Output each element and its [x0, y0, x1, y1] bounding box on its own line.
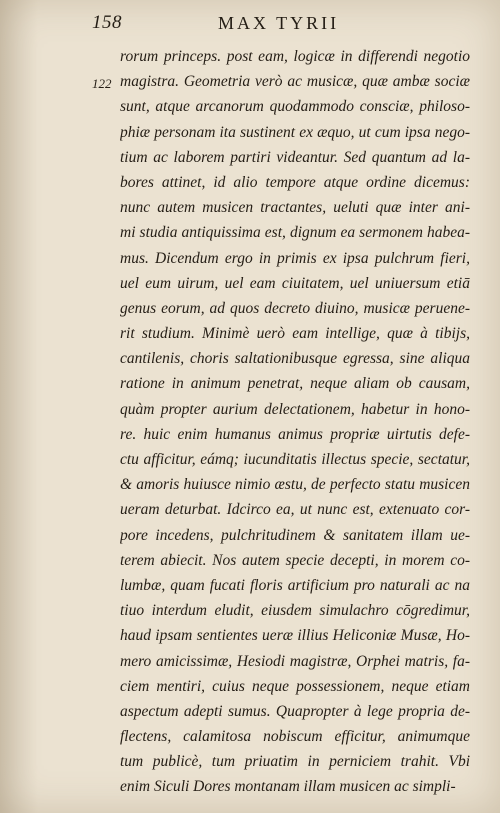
- running-head: MAX TYRII: [218, 13, 340, 33]
- text-line: & amoris huiusce nimio æstu, de perfecto statu musicen: [120, 476, 470, 494]
- text-line: rit studium. Minimè uerò eam intellige, quæ à tibijs,: [120, 325, 470, 343]
- text-line: tum publicè, tum priuatim in perniciem trahit. Vbi: [120, 753, 470, 771]
- text-line: mi studia antiquissima est, dignum ea sermonem habea-: [120, 224, 470, 242]
- text-line: quàm propter aurium delectationem, habetur in hono-: [120, 400, 470, 418]
- text-line: ctu afficitur, eámq; iucunditatis illectus specie, sectatur,: [120, 451, 470, 468]
- text-line: magistra. Geometria verò ac musicæ, quæ ambæ sociæ: [120, 73, 470, 91]
- page-number: 158: [92, 12, 122, 33]
- text-line: terem abiecit. Nos autem specie decepti, in morem co-: [120, 551, 470, 569]
- text-line: ratione in animum penetrat, neque aliam ob causam,: [120, 375, 470, 393]
- text-line: flectens, calamitosa nobiscum efficitur, animumque: [120, 728, 470, 746]
- text-line: haud ipsam sentientes ueræ illius Heliconiæ Musæ, Ho-: [120, 627, 470, 645]
- text-line: pore incedens, pulchritudinem & sanitatem illam ue-: [120, 526, 470, 544]
- text-line: rorum princeps. post eam, logicæ in differendi negotio: [120, 48, 470, 65]
- text-line: mus. Dicendum ergo in primis ex ipsa pulchrum fieri,: [120, 249, 470, 267]
- text-line: mero amicissimæ, Hesiodi magistræ, Orphei matris, fa-: [120, 652, 470, 670]
- text-line: phiæ personam ita sustinent ex æquo, ut cum ipsa nego-: [120, 123, 470, 141]
- text-line: sunt, atque arcanorum quodammodo consciæ, philoso-: [120, 98, 470, 116]
- text-line: bores attinet, id alio tempore atque ordine dicemus:: [120, 173, 470, 191]
- text-line: cantilenis, choris saltationibusque egressa, sine aliqua: [120, 350, 470, 368]
- text-line: aspectum adepti sumus. Quapropter à lege propria de-: [120, 702, 470, 720]
- text-line: ciem mentiri, cuius neque possessionem, neque etiam: [120, 677, 470, 695]
- text-line: lumbæ, quam fucati floris artificium pro naturali ac na: [120, 576, 470, 594]
- text-line: re. huic enim humanus animus propriæ uirtutis defe-: [120, 425, 470, 443]
- text-line: ueram deturbat. Idcirco ea, ut nunc est, extenuato cor-: [120, 501, 470, 519]
- margin-note: 122: [92, 76, 112, 91]
- body-text: [120, 44, 470, 800]
- text-line: tium ac laborem partiri videantur. Sed quantum ad la-: [120, 148, 470, 166]
- text-line: nunc autem musicen tractantes, ueluti quæ inter ani-: [120, 199, 470, 217]
- text-line: uel eum uirum, uel eam ciuitatem, uel uniuersum etiā: [120, 274, 470, 292]
- text-line: genus eorum, ad quos decreto diuino, musicæ peruene-: [120, 299, 470, 317]
- text-line: tiuo interdum eludit, eiusdem simulachro cōgredimur,: [120, 602, 470, 620]
- text-line: enim Siculi Dores montanam illam musicen ac simpli-: [120, 778, 456, 796]
- spine-shadow: [0, 0, 38, 813]
